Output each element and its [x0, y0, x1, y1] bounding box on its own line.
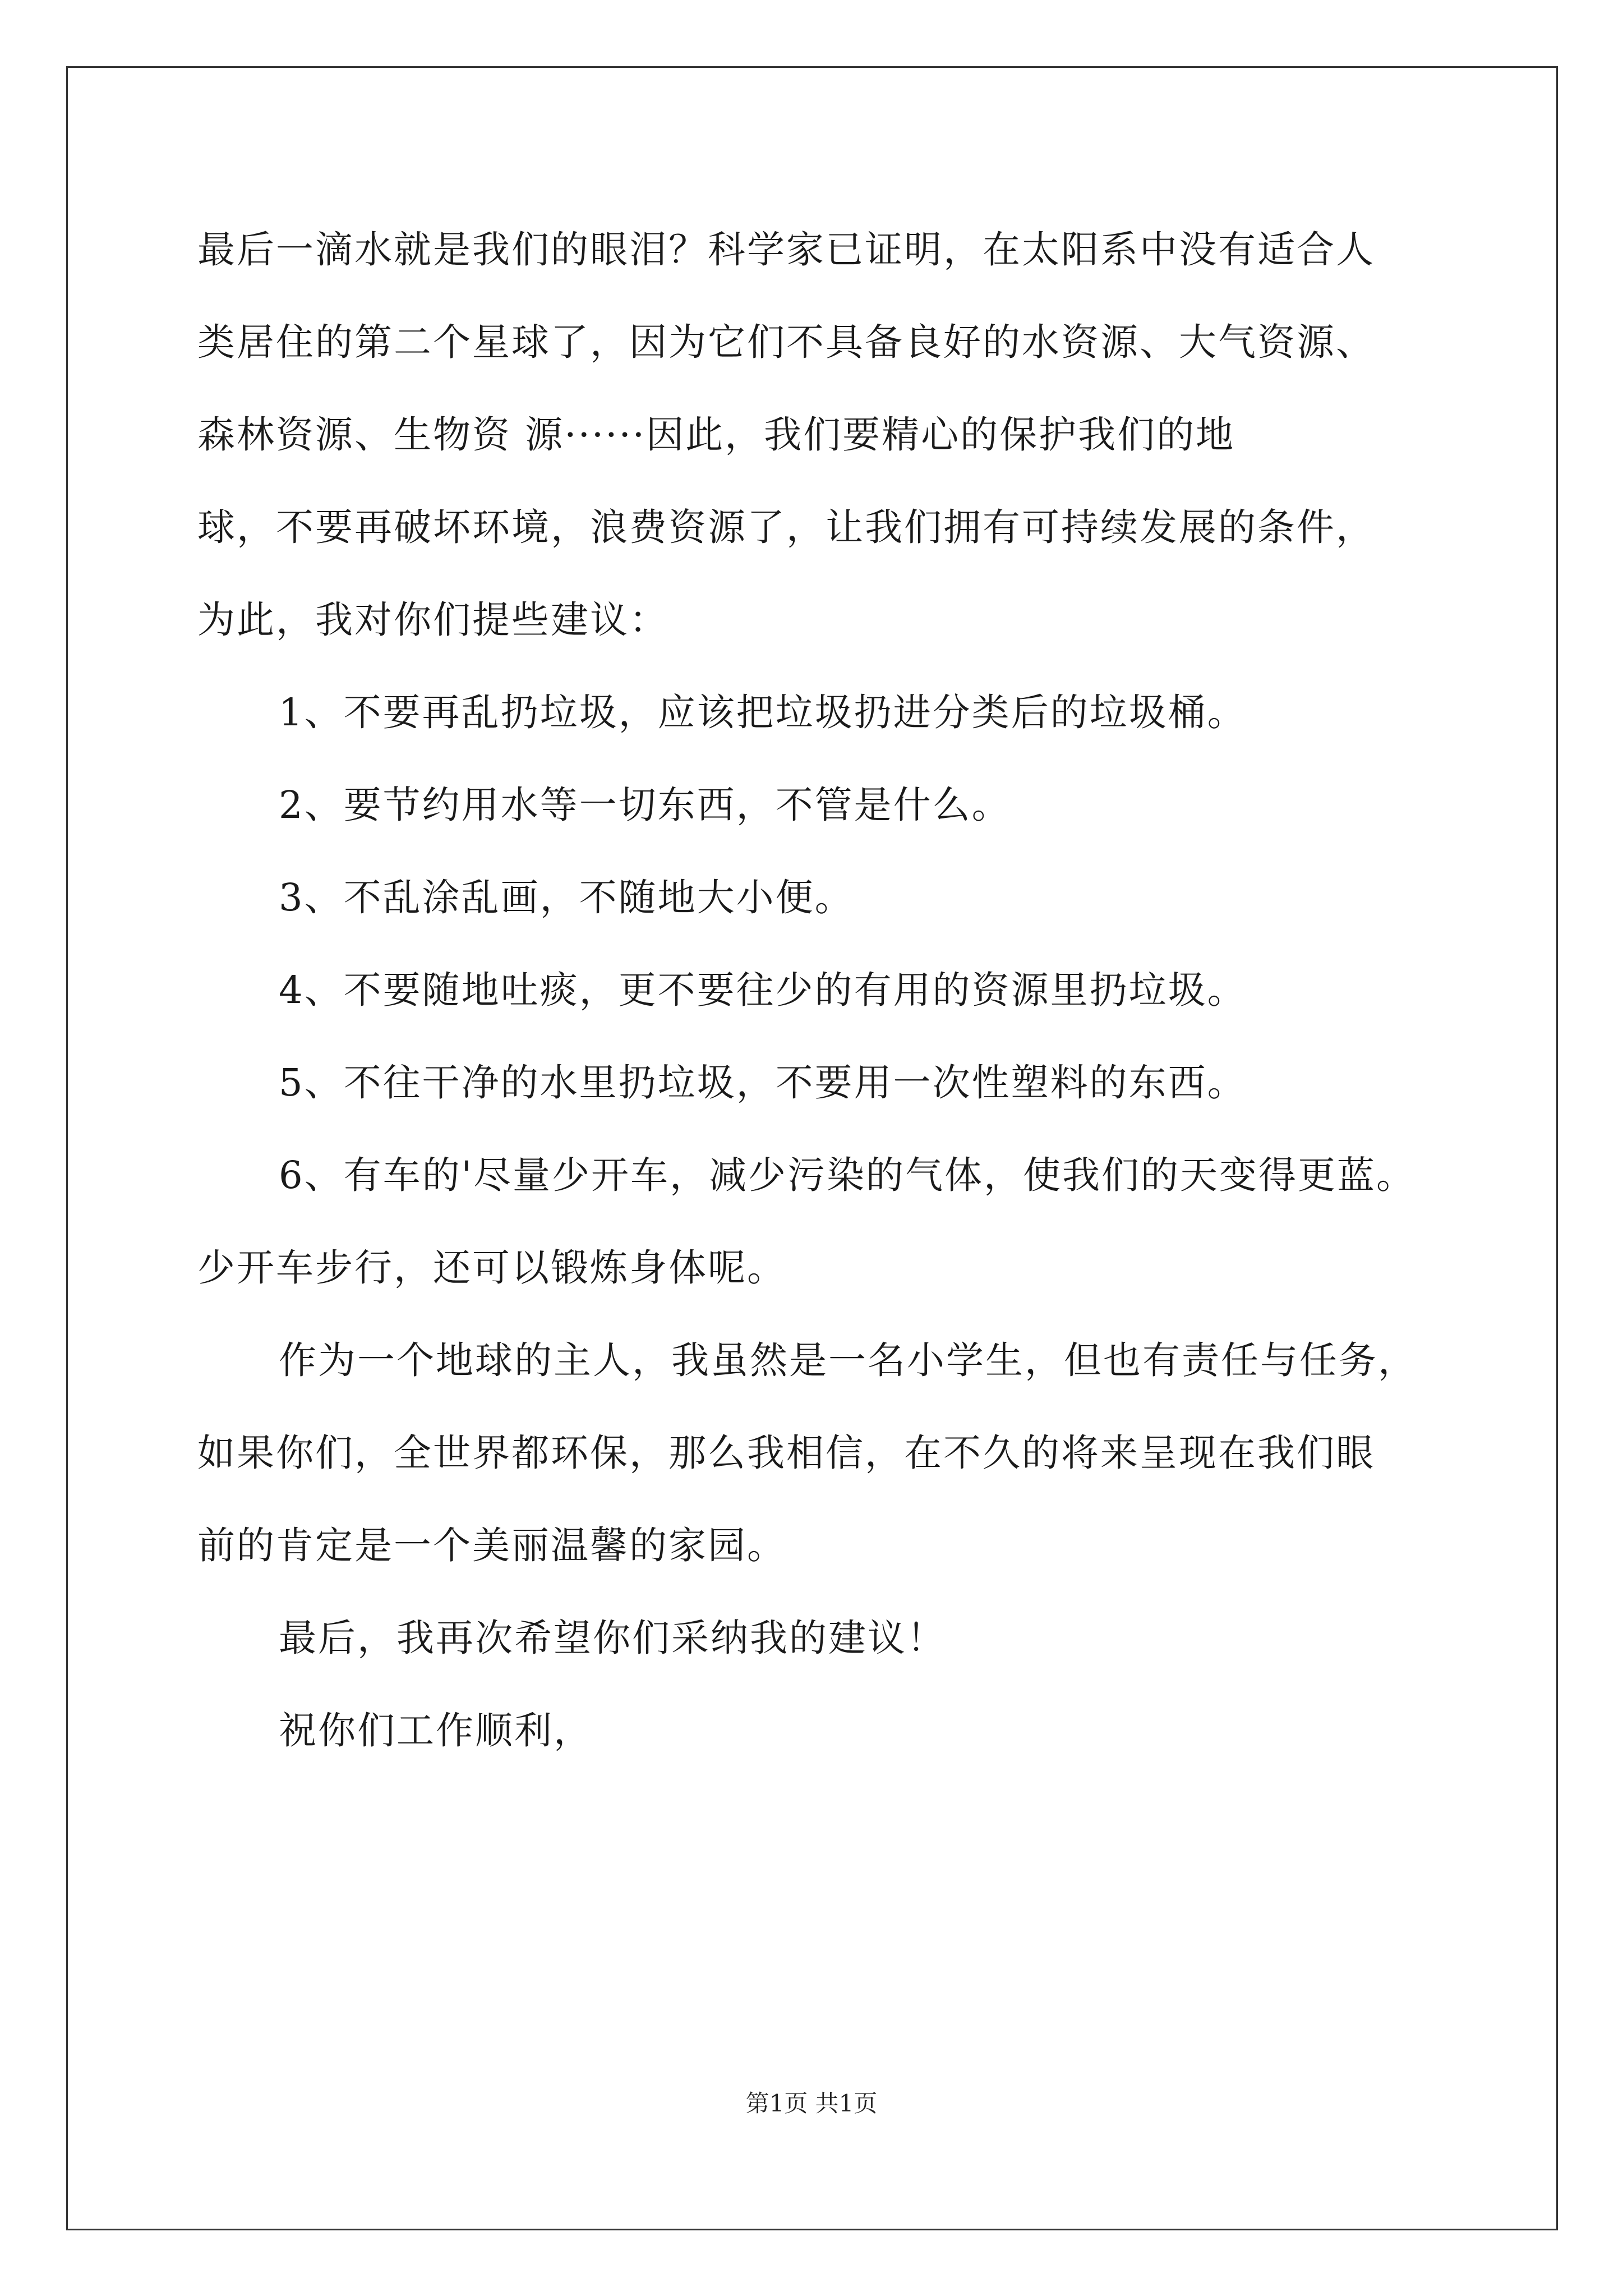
text-line: 球，不要再破坏环境，浪费资源了，让我们拥有可持续发展的条件，	[197, 505, 1375, 549]
page-number-footer: 第1页 共1页	[745, 2090, 878, 2117]
text-line: 森林资源、生物资 源······因此，我们要精心的保护我们的地	[197, 413, 1235, 457]
suggestion-item-6: 6、有车的'尽量少开车，减少污染的气体，使我们的天变得更蓝。	[279, 1153, 1416, 1197]
salutation-line: 祝你们工作顺利，	[279, 1709, 593, 1752]
suggestion-item-5: 5、不往干净的水里扔垃圾，不要用一次性塑料的东西。	[279, 1061, 1247, 1105]
text-line: 最后一滴水就是我们的眼泪？科学家已证明，在太阳系中没有适合人	[197, 228, 1375, 272]
text-line: 少开车步行，还可以锻炼身体呢。	[197, 1246, 786, 1290]
suggestion-item-4: 4、不要随地吐痰，更不要往少的有用的资源里扔垃圾。	[279, 968, 1247, 1012]
text-line: 类居住的第二个星球了，因为它们不具备良好的水资源、大气资源、	[197, 320, 1375, 364]
text-line: 如果你们，全世界都环保，那么我相信，在不久的将来呈现在我们眼	[197, 1431, 1375, 1475]
text-line: 为此，我对你们提些建议：	[197, 598, 668, 642]
suggestion-item-3: 3、不乱涂乱画，不随地大小便。	[279, 876, 854, 919]
closing-line: 最后，我再次希望你们采纳我的建议！	[279, 1616, 946, 1660]
text-line: 前的肯定是一个美丽温馨的家园。	[197, 1524, 786, 1567]
paragraph-start: 作为一个地球的主人，我虽然是一名小学生，但也有责任与任务，	[279, 1338, 1417, 1382]
suggestion-item-2: 2、要节约用水等一切东西，不管是什么。	[279, 783, 1011, 827]
suggestion-item-1: 1、不要再乱扔垃圾，应该把垃圾扔进分类后的垃圾桶。	[279, 691, 1247, 734]
